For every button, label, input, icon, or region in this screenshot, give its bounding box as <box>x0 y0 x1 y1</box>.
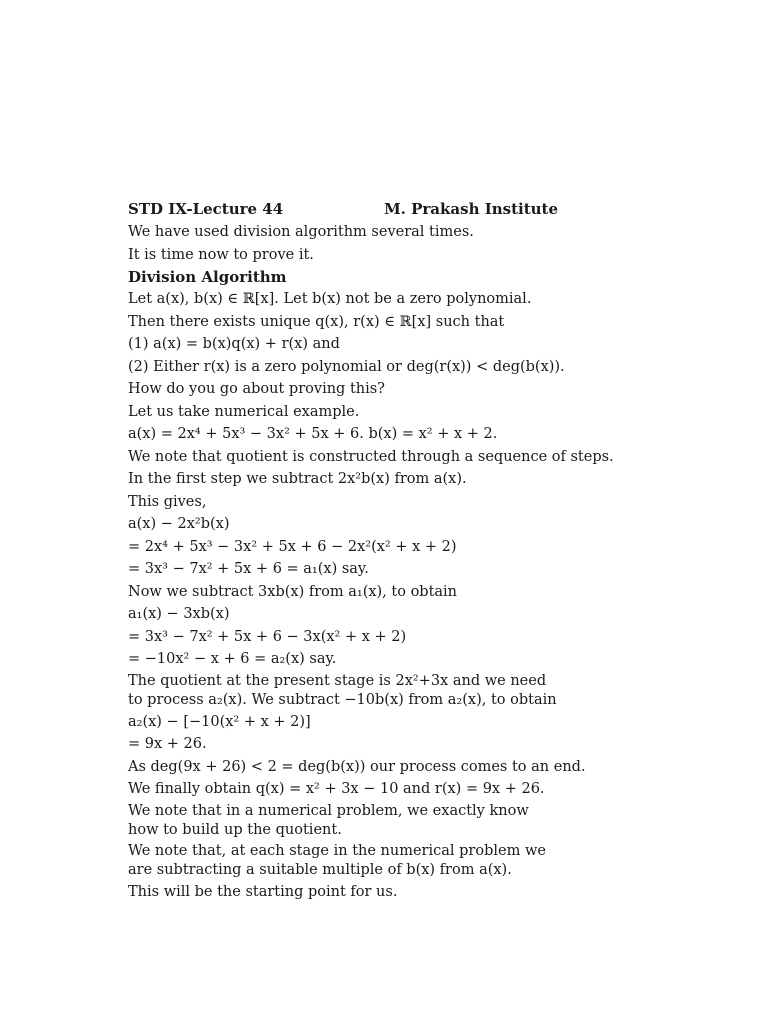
text-line: We finally obtain q(x) = x² + 3x − 10 and r(x) = 9x + 26. <box>128 781 545 797</box>
page-header <box>128 198 558 220</box>
text-line: This gives, <box>128 493 207 510</box>
text-line: Now we subtract 3xb(x) from a₁(x), to obtain <box>128 583 458 600</box>
text-line: Let a(x), b(x) ∈ ℝ[x]. Let b(x) not be a zero polynomial. <box>128 291 532 307</box>
text-line: We note that quotient is constructed through a sequence of steps. <box>128 448 614 465</box>
equation-line: = 3x³ − 7x² + 5x + 6 = a₁(x) say. <box>128 561 369 577</box>
equation-line: = 3x³ − 7x² + 5x + 6 − 3x(x² + x + 2) <box>128 628 407 645</box>
text-line: How do you go about proving this? <box>128 381 385 397</box>
text-line: It is time now to prove it. <box>128 246 314 263</box>
text-line: In the first step we subtract 2x²b(x) from a(x). <box>128 471 467 487</box>
equation-line: a(x) = 2x⁴ + 5x³ − 3x² + 5x + 6. b(x) = x² + x + 2. <box>128 426 498 442</box>
text-paragraph: The quotient at the present stage is 2x²+3x and we need to process a₂(x). We subtract −10b(x) from a₂(x), to obtain <box>128 672 557 708</box>
text-paragraph: We note that, at each stage in the numerical problem we are subtracting a suitable multiple of b(x) from a(x). <box>128 842 546 878</box>
lecture-page <box>128 198 614 903</box>
text-paragraph: We note that in a numerical problem, we exactly know how to build up the quotient. <box>128 802 529 838</box>
equation-line: = 9x + 26. <box>128 736 207 752</box>
text-line: Then there exists unique q(x), r(x) ∈ ℝ[x] such that <box>128 313 505 330</box>
equation-line: a(x) − 2x²b(x) <box>128 516 230 532</box>
equation-line: = 2x⁴ + 5x³ − 3x² + 5x + 6 − 2x²(x² + x + 2) <box>128 538 457 555</box>
section-heading: Division Algorithm <box>128 268 287 286</box>
equation-line: a₂(x) − [−10(x² + x + 2)] <box>128 713 311 730</box>
header-right: M. Prakash Institute <box>384 200 558 218</box>
text-line: (1) a(x) = b(x)q(x) + r(x) and <box>128 336 340 352</box>
header-left: STD IX-Lecture 44 <box>128 200 284 218</box>
text-line: This will be the starting point for us. <box>128 883 398 900</box>
text-line: Let us take numerical example. <box>128 403 360 420</box>
text-line: As deg(9x + 26) < 2 = deg(b(x)) our process comes to an end. <box>128 758 586 775</box>
equation-line: a₁(x) − 3xb(x) <box>128 606 230 622</box>
text-line: We have used division algorithm several times. <box>128 224 474 240</box>
equation-line: = −10x² − x + 6 = a₂(x) say. <box>128 651 337 667</box>
text-line: (2) Either r(x) is a zero polynomial or deg(r(x)) < deg(b(x)). <box>128 358 565 375</box>
